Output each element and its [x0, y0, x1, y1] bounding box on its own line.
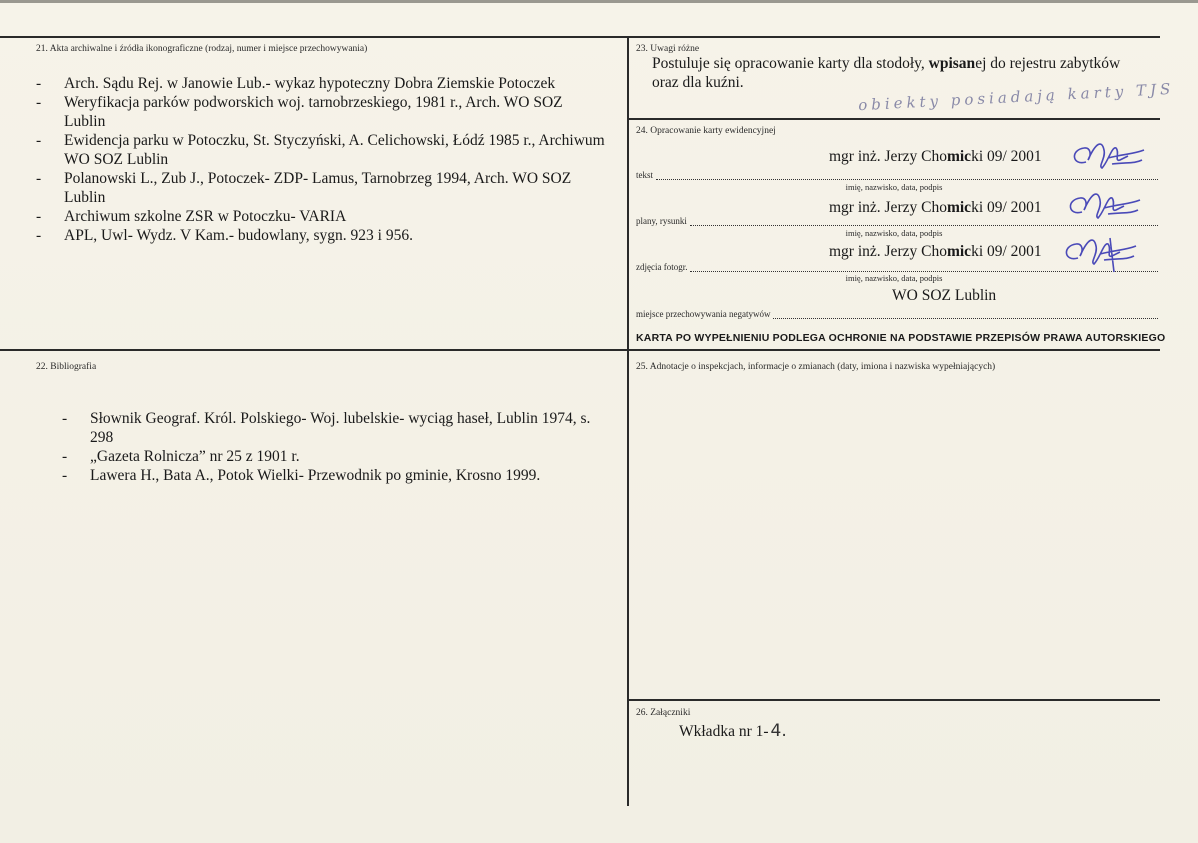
sec23-label: 23. Uwagi różne	[636, 44, 700, 54]
sec24-text-author	[829, 148, 1042, 166]
sec24-photos-author	[829, 243, 1042, 261]
sec26-attachments	[679, 722, 787, 741]
author-date: ki 09/ 2001	[971, 243, 1042, 260]
sec23-text-part2: ej do rejestru zabytków oraz dla kuźni.	[652, 55, 1121, 91]
list-item: - Lawera H., Bata A., Potok Wielki- Przewodnik po gminie, Krosno 1999.	[62, 466, 592, 485]
list-item: - Arch. Sądu Rej. w Janowie Lub.- wykaz hypoteczny Dobra Ziemskie Potoczek	[36, 74, 606, 93]
sec24-negatives-row	[636, 309, 1158, 319]
sec21-list	[36, 74, 606, 245]
signature-2	[1064, 186, 1144, 226]
author-name-bold: mic	[946, 199, 972, 216]
author-date: ki 09/ 2001	[971, 148, 1042, 165]
sec24-photos-sublabel: imię, nazwisko, data, podpis	[845, 273, 943, 283]
author-name-bold: mic	[946, 148, 972, 165]
sec24-text-sublabel: imię, nazwisko, data, podpis	[845, 182, 943, 192]
sec23-handwritten-note: obiekty posiadają karty TJS	[857, 79, 1175, 115]
sec24-negatives-value: WO SOZ Lublin	[892, 287, 997, 304]
scan-edge	[0, 0, 1198, 3]
sec22-label: 22. Bibliografia	[36, 362, 97, 372]
author-date: ki 09/ 2001	[971, 199, 1042, 216]
list-item: - APL, Uwl- Wydz. V Kam.- budowlany, sygn. 923 i 956.	[36, 226, 606, 245]
list-item: - Słownik Geograf. Król. Polskiego- Woj. lubelskie- wyciąg haseł, Lublin 1974, s. 298	[62, 409, 592, 447]
top-border	[0, 36, 1160, 38]
row-label: plany, rysunki	[636, 216, 687, 226]
sec23-bottom	[627, 118, 1160, 120]
sec24-plans-author	[829, 199, 1042, 217]
middle-divider	[0, 349, 1160, 351]
row-label: miejsce przechowywania negatywów	[636, 309, 771, 319]
list-item: - „Gazeta Rolnicza” nr 25 z 1901 r.	[62, 447, 592, 466]
author-name: mgr inż. Jerzy Cho	[829, 243, 947, 260]
sec25-label: 25. Adnotacje o inspekcjach, informacje o zmianach (daty, imiona i nazwiska wypełniających)	[636, 362, 996, 372]
sec26-label: 26. Załączniki	[636, 708, 691, 718]
list-item: - Ewidencja parku w Potoczku, St. Styczyński, A. Celichowski, Łódź 1985 r., Archiwum WO SOZ Lublin	[36, 131, 606, 169]
signature-1	[1068, 136, 1148, 176]
list-item: - Polanowski L., Zub J., Potoczek- ZDP- Lamus, Tarnobrzeg 1994, Arch. WO SOZ Lublin	[36, 169, 606, 207]
signature-3	[1060, 232, 1140, 276]
author-name: mgr inż. Jerzy Cho	[829, 148, 947, 165]
list-item: - Weryfikacja parków podworskich woj. tarnobrzeskiego, 1981 r., Arch. WO SOZ Lublin	[36, 93, 606, 131]
sec22-list	[62, 409, 592, 485]
sec23-text-part: Postuluje się opracowanie karty dla stodoły,	[652, 55, 929, 72]
row-label: zdjęcia fotogr.	[636, 262, 688, 272]
sec21-label: 21. Akta archiwalne i źródła ikonograficzne (rodzaj, numer i miejsce przechowywania)	[36, 44, 368, 54]
row-label: tekst	[636, 170, 653, 180]
vertical-divider	[627, 36, 629, 806]
sec24-label: 24. Opracowanie karty ewidencyjnej	[636, 126, 776, 136]
sec23-text-bold: wpisan	[928, 55, 976, 72]
attachment-text: Wkładka nr 1-	[679, 723, 769, 740]
sec24-plans-sublabel: imię, nazwisko, data, podpis	[845, 228, 943, 238]
attachment-handwritten: 4.	[770, 721, 787, 741]
author-name-bold: mic	[946, 243, 972, 260]
copyright-notice: KARTA PO WYPEŁNIENIU PODLEGA OCHRONIE NA PODSTAWIE PRZEPISÓW PRAWA AUTORSKIEGO	[636, 332, 1166, 344]
author-name: mgr inż. Jerzy Cho	[829, 199, 947, 216]
sec25-bottom	[627, 699, 1160, 701]
list-item: - Archiwum szkolne ZSR w Potoczku- VARIA	[36, 207, 606, 226]
